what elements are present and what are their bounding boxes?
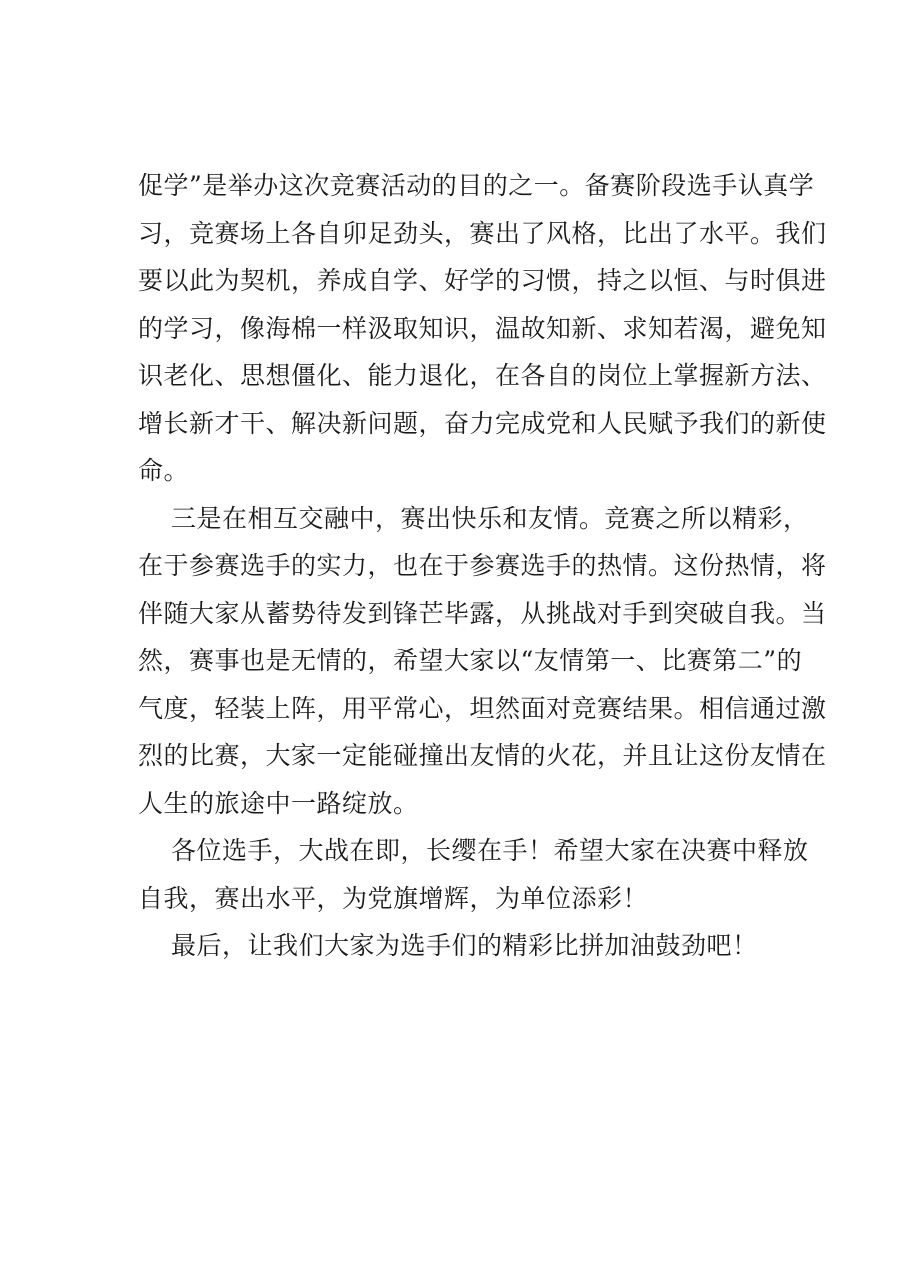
text-line-17: 最后，让我们大家为选手们的精彩比拼加油鼓劲吧！: [171, 931, 758, 960]
text-line-9: 在于参赛选手的实力，也在于参赛选手的热情。这份热情，将: [138, 551, 827, 580]
text-line-16: 自我，赛出水平，为党旗增辉，为单位添彩！: [138, 883, 649, 913]
text-line-1: 促学”是举办这次竞赛活动的目的之一。备赛阶段选手认真学: [138, 171, 815, 200]
text-line-10: 伴随大家从蓄势待发到锋芒毕露，从挑战对手到突破自我。当: [138, 598, 827, 628]
text-line-4: 的学习，像海棉一样汲取知识，温故知新、求知若渴，避免知: [138, 313, 827, 343]
text-line-13: 烈的比赛，大家一定能碰撞出友情的火花，并且让这份友情在: [138, 741, 827, 770]
text-line-5: 识老化、思想僵化、能力退化，在各自的岗位上掌握新方法、: [138, 361, 827, 390]
text-line-3: 要以此为契机，养成自学、好学的习惯，持之以恒、与时俱进: [138, 266, 827, 295]
text-line-14: 人生的旅途中一路绽放。: [138, 788, 419, 818]
text-line-6: 增长新才干、解决新问题，奋力完成党和人民赋予我们的新使: [138, 408, 827, 438]
text-line-7: 命。: [138, 456, 190, 485]
text-line-11: 然，赛事也是无情的，希望大家以“友情第一、比赛第二”的: [138, 646, 803, 675]
text-line-8: 三是在相互交融中，赛出快乐和友情。竞赛之所以精彩，: [171, 503, 809, 533]
text-line-2: 习，竞赛场上各自卯足劲头，赛出了风格，比出了水平。我们: [138, 218, 827, 248]
text-line-15: 各位选手，大战在即，长缨在手！希望大家在决赛中释放: [171, 836, 809, 865]
document-body: [138, 162, 827, 970]
text-line-12: 气度，轻装上阵，用平常心，坦然面对竞赛结果。相信通过激: [138, 693, 827, 723]
